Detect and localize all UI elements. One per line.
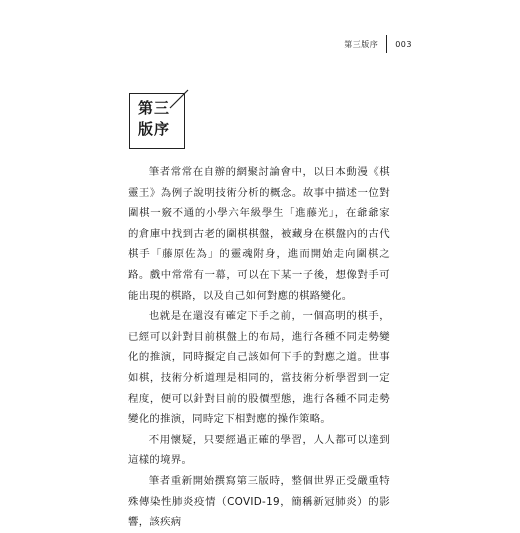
- chapter-title-line-2: 版序: [138, 120, 171, 138]
- chapter-title: [138, 98, 170, 140]
- chapter-title-line-1: 第三: [138, 99, 171, 117]
- slash-ornament-icon: [168, 88, 190, 110]
- running-head: [344, 36, 412, 52]
- body-text: [128, 162, 390, 533]
- paragraph-2: 也就是在還沒有確定下手之前，一個高明的棋手，已經可以針對目前棋盤上的布局，進行各種不同走勢變化的推演，同時擬定自己該如何下手的對應之道。世事如棋，技術分析道理是相同的，當技術分析學習到一定程度，便可以針對目前的股價型態，進行各種不同走勢變化的推演，同時定下相對應的操作策略。: [128, 310, 390, 426]
- paragraph-4: 筆者重新開始撰寫第三版時，整個世界正受嚴重特殊傳染性肺炎疫情（COVID-19，簡稱新冠肺炎）的影響，該疾病: [128, 474, 390, 529]
- running-head-divider: [386, 35, 387, 53]
- paragraph-1: 筆者常常在自辦的網聚討論會中，以日本動漫《棋靈王》為例子說明技術分析的概念。故事中描述一位對圍棋一竅不通的小學六年級學生「進藤光」，在爺爺家的倉庫中找到古老的圍棋棋盤，被藏身在棋盤內的古代棋手「藤原佐為」的靈魂附身，進而開始走向圍棋之路。戲中常常有一幕，可以在下某一子後，想像對手可能出現的棋路，以及自己如何對應的棋路變化。: [128, 166, 390, 302]
- running-head-section: 第三版序: [344, 39, 379, 49]
- paragraph-3: 不用懷疑，只要經過正確的學習，人人都可以達到這樣的境界。: [128, 433, 390, 467]
- chapter-title-box: [129, 93, 185, 149]
- page-number: 003: [395, 39, 412, 49]
